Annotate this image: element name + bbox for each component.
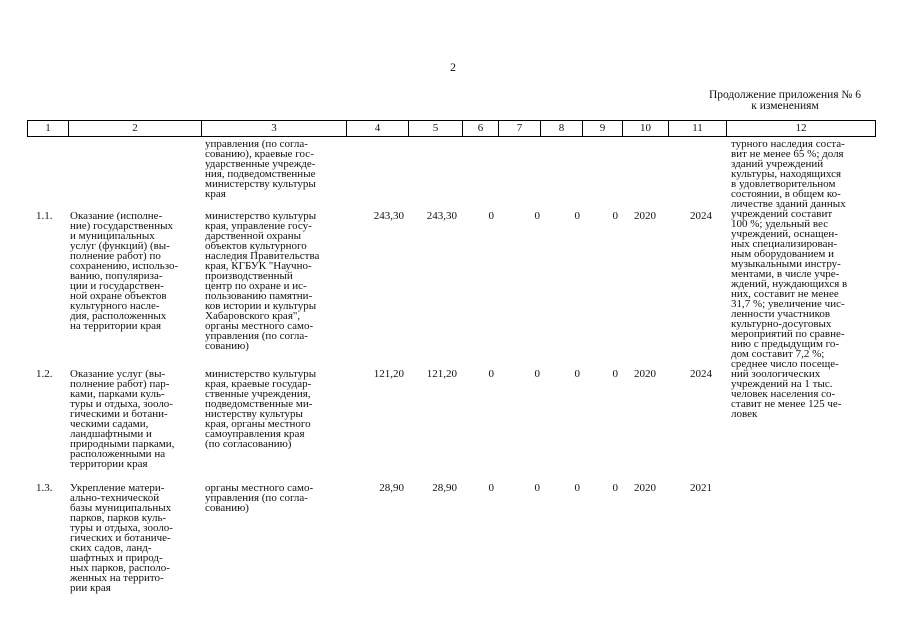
col5-value: 121,20 — [426, 368, 457, 380]
col5-value: 28,90 — [432, 482, 457, 494]
col-header-1: 1 — [45, 122, 51, 134]
appendix-caption — [690, 90, 880, 112]
executor: министерство культуры края, управление госу- дарственной охраны объектов культурного наследия Правительства края, КГБУК "Научно- производственный центр по охране и ис- пользованию памятни- ков истории и культуры Хабаровского края", органы местного само- управления (по согла- сованию) — [205, 210, 320, 352]
col8-value: 0 — [574, 368, 580, 380]
col-header-11: 11 — [668, 121, 726, 136]
continued-executor-text: управления (по согла- сованию), краевые гос- ударственные учрежде- ния, подведомственные министерству культуры края — [205, 138, 316, 200]
col7-value: 0 — [534, 368, 540, 380]
col6-value: 0 — [488, 368, 494, 380]
col6-value: 0 — [488, 482, 494, 494]
appendix-line-1: Продолжение приложения № 6 — [708, 89, 862, 101]
executor: органы местного само- управления (по согла- сованию) — [205, 482, 314, 514]
col-header-5: 5 — [408, 121, 462, 136]
continued-result-text: турного наследия соста- вит не менее 65 %; доля зданий учреждений культуры, находящихся в удовлетворительном состоянии, в общем ко- личестве зданий данных учреждений составит 100 %; удельный вес учреждений, оснащен- ных специализирован- ным оборудованием и музыкальными инстру- ментами, в числе учре- ждений, нуждающихся в них, составит не менее 31,7 %; увеличение чис- ленности участников культурно-досуговых мероприятий по сравне- нию с предыдущим го- дом составит 7,2 %; среднее число посеще- ний зоологических учреждений на 1 тыс. человек населения со- ставит не менее 125 че- ловек — [731, 138, 848, 420]
col4-value: 28,90 — [379, 482, 404, 494]
measure-name: Оказание (исполне- ние) государственных и муниципальных услуг (функций) (вы- полнение работ) по сохранению, использо- ванию, популяриза- ции и государствен- ной охране объектов культурного насле- дия, расположенных на территории края — [70, 210, 179, 332]
row-number: 1.1. — [36, 210, 53, 222]
start-year: 2020 — [634, 368, 656, 380]
col-header-6: 6 — [462, 121, 498, 136]
end-year: 2024 — [690, 368, 712, 380]
col-header-3: 3 — [201, 121, 346, 136]
row-number: 1.3. — [36, 482, 53, 494]
col-header-4: 4 — [346, 121, 408, 136]
col-header-8: 8 — [540, 121, 582, 136]
col7-value: 0 — [534, 482, 540, 494]
end-year: 2024 — [690, 210, 712, 222]
col8-value: 0 — [574, 482, 580, 494]
executor: министерство культуры края, краевые государ- ственные учреждения, подведомственные ми- нистерству культуры края, органы местного самоуправления края (по согласованию) — [205, 368, 317, 450]
start-year: 2020 — [634, 210, 656, 222]
col6-value: 0 — [488, 210, 494, 222]
start-year: 2020 — [634, 482, 656, 494]
measure-name: Укрепление матери- ально-технической базы муниципальных парков, парков куль- туры и отдыха, зооло- гических и ботаниче- ских садов, ланд- шафтных и природ- ных парков, располо- женных на террито- рии края — [70, 482, 173, 594]
col-header-12: 12 — [726, 121, 875, 136]
col-header-2: 2 — [68, 121, 201, 136]
col5-value: 243,30 — [426, 210, 457, 222]
row-number: 1.2. — [36, 368, 53, 380]
col9-value: 0 — [612, 482, 618, 494]
col4-value: 121,20 — [373, 368, 404, 380]
col8-value: 0 — [574, 210, 580, 222]
col-header-7: 7 — [498, 121, 540, 136]
end-year: 2021 — [690, 482, 712, 494]
appendix-line-2: к изменениям — [751, 100, 819, 112]
col-header-10: 10 — [622, 121, 668, 136]
col-header-9: 9 — [582, 121, 622, 136]
col9-value: 0 — [612, 368, 618, 380]
col9-value: 0 — [612, 210, 618, 222]
col7-value: 0 — [534, 210, 540, 222]
measure-name: Оказание услуг (вы- полнение работ) пар- ками, парками куль- туры и отдыха, зооло- гическими и ботани- ческими садами, ландшафтными и природными парками, расположенными на территории края — [70, 368, 175, 470]
col4-value: 243,30 — [373, 210, 404, 222]
page-number: 2 — [450, 60, 456, 74]
